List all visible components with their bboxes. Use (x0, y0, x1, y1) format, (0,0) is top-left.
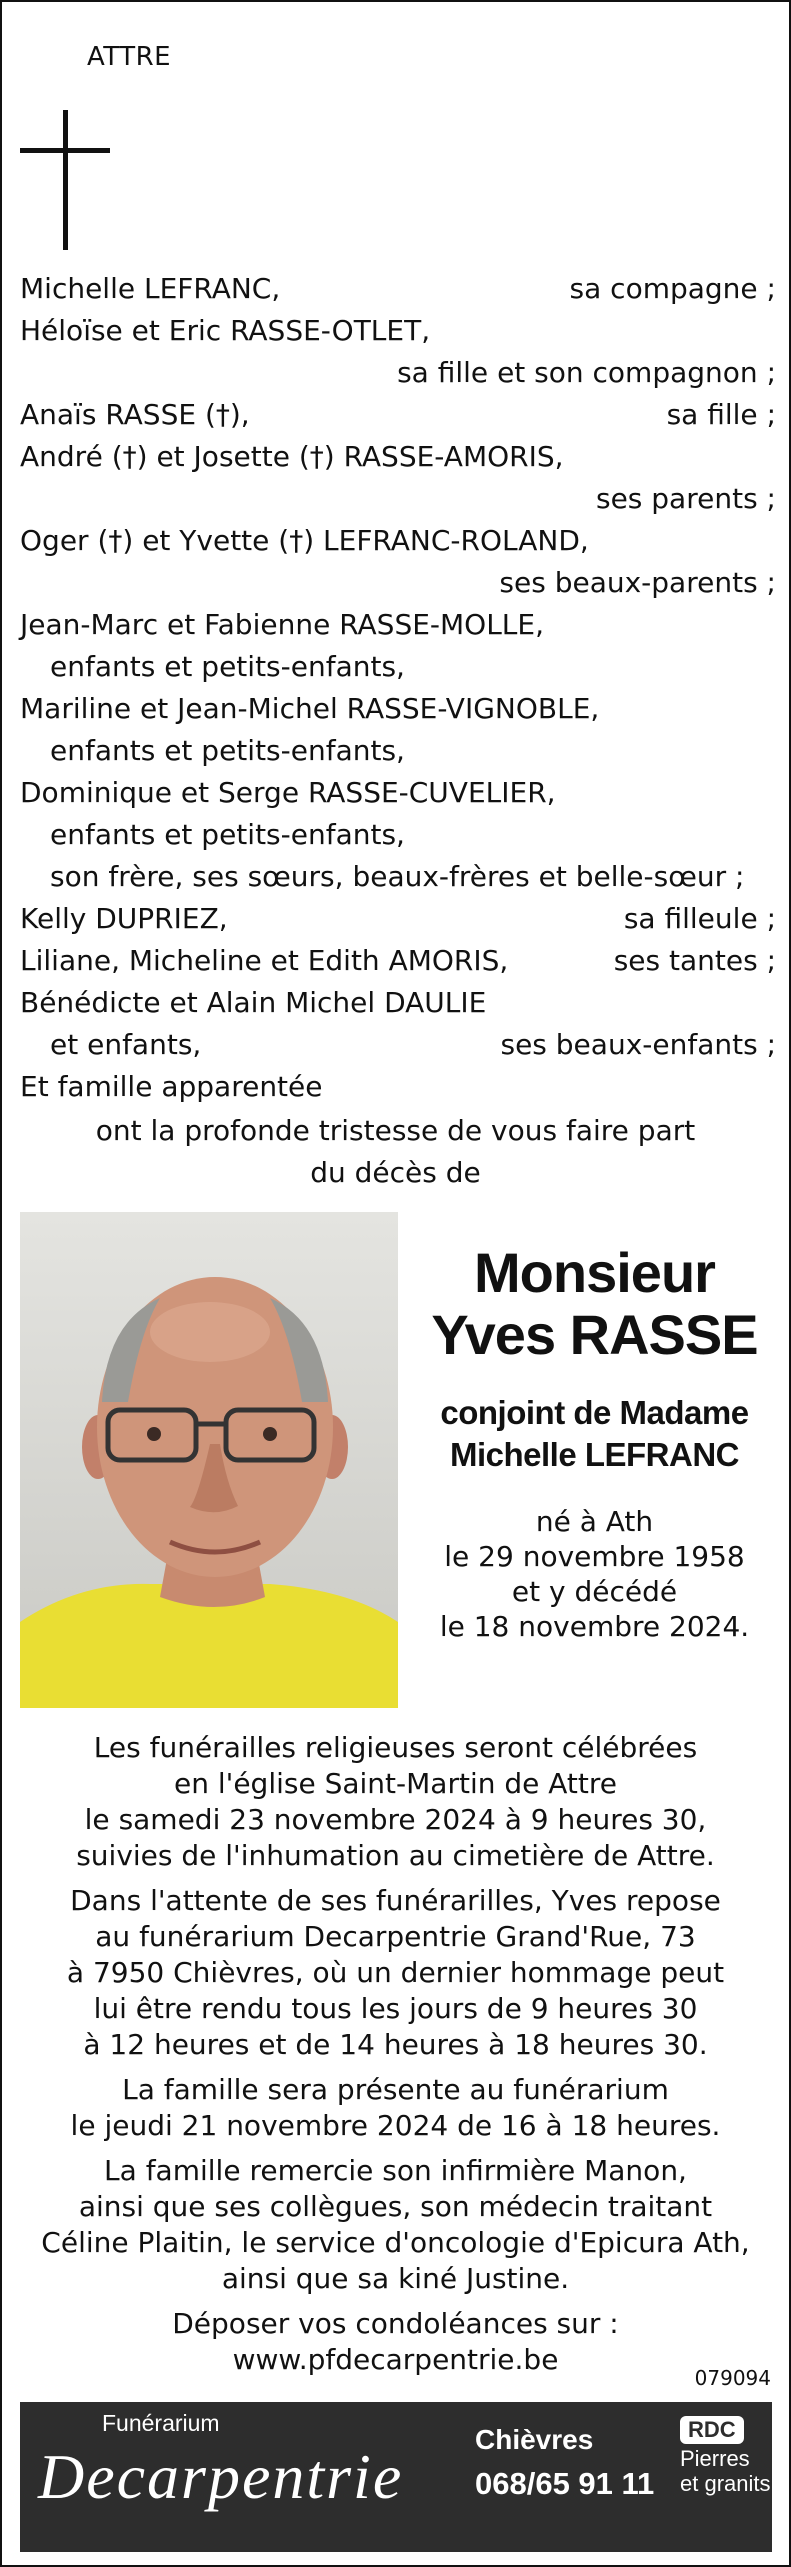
mourner-name: André (†) et Josette (†) RASSE-AMORIS, (20, 440, 564, 473)
mourner-row (20, 310, 776, 352)
funeral-home-banner (20, 2402, 772, 2552)
details-line: le jeudi 21 novembre 2024 de 16 à 18 heures. (70, 2109, 721, 2142)
mourner-relation: sa compagne ; (569, 272, 776, 305)
reference-number: 079094 (694, 2366, 771, 2390)
details-paragraph (2, 1883, 789, 2063)
rdc-logo: RDC (680, 2416, 744, 2444)
spouse-line: conjoint de Madame (440, 1394, 749, 1431)
mourner-relation: ses beaux-parents ; (499, 566, 776, 599)
mourner-name: Mariline et Jean-Michel RASSE-VIGNOBLE, (20, 692, 600, 725)
mourner-name: Bénédicte et Alain Michel DAULIE (20, 986, 487, 1019)
details-line: lui être rendu tous les jours de 9 heures 30 (93, 1992, 698, 2025)
mourner-row (20, 352, 776, 394)
mourner-relation: ses parents ; (595, 482, 776, 515)
details-line: ainsi que ses collègues, son médecin traitant (78, 2190, 713, 2223)
details-line: Les funérailles religieuses seront célébrées (93, 1731, 698, 1764)
spouse-info (412, 1392, 777, 1476)
birth-date: le 29 novembre 1958 (444, 1540, 745, 1573)
death-place: et y décédé (511, 1575, 678, 1608)
mourner-row (20, 940, 776, 982)
details-line: à 12 heures et de 14 heures à 18 heures 30. (83, 2028, 708, 2061)
mourner-relation: ses tantes ; (613, 944, 776, 977)
banner-title: Decarpentrie (38, 2441, 404, 2512)
mourner-name: et enfants, (50, 1028, 202, 1061)
details-line: La famille sera présente au funérarium (122, 2073, 669, 2106)
details-line: le samedi 23 novembre 2024 à 9 heures 30, (84, 1803, 707, 1836)
mourner-row (20, 604, 776, 646)
mourner-name: Michelle LEFRANC, (20, 272, 281, 305)
mourner-row (20, 268, 776, 310)
tagline-line: Pierres (680, 2446, 750, 2471)
details-line: Céline Plaitin, le service d'oncologie d'Epicura Ath, (41, 2226, 750, 2259)
tagline-line: et granits (680, 2471, 771, 2496)
mourner-row (20, 730, 776, 772)
mourner-row (20, 772, 776, 814)
mourner-relation: sa fille et son compagnon ; (397, 356, 776, 389)
banner-city: Chièvres (475, 2424, 594, 2455)
mourner-row (20, 394, 776, 436)
details-line: ainsi que sa kiné Justine. (221, 2262, 570, 2295)
mourner-row (20, 646, 776, 688)
mourner-row (20, 562, 776, 604)
details-line: en l'église Saint-Martin de Attre (173, 1767, 618, 1800)
mourner-name: Et famille apparentée (20, 1070, 323, 1103)
mourner-row (20, 898, 776, 940)
details-line: La famille remercie son infirmière Manon, (104, 2154, 687, 2187)
mourner-name: Oger (†) et Yvette (†) LEFRANC-ROLAND, (20, 524, 589, 557)
mourner-relation: sa filleule ; (623, 902, 776, 935)
mourner-name: Kelly DUPRIEZ, (20, 902, 228, 935)
birth-place: né à Ath (535, 1505, 654, 1538)
funeral-details (2, 1730, 789, 2387)
deceased-name: Yves RASSE (431, 1303, 758, 1366)
life-dates (412, 1504, 777, 1644)
details-paragraph (2, 2306, 789, 2378)
mourner-name: Jean-Marc et Fabienne RASSE-MOLLE, (20, 608, 545, 641)
details-paragraph (2, 2072, 789, 2144)
announcement-line: du décès de (310, 1156, 481, 1189)
mourner-row (20, 436, 776, 478)
mourner-row (20, 520, 776, 562)
mourner-name: Liliane, Micheline et Edith AMORIS, (20, 944, 509, 977)
mourner-relation: ses beaux-enfants ; (500, 1028, 776, 1061)
banner-tagline (680, 2446, 771, 2496)
mourner-row (20, 1066, 776, 1108)
mourners-list (20, 268, 776, 1108)
announcement-line: ont la profonde tristesse de vous faire part (95, 1114, 696, 1147)
details-line: www.pfdecarpentrie.be (232, 2343, 559, 2376)
mourner-name: Héloïse et Eric RASSE-OTLET, (20, 314, 431, 347)
mourner-row (20, 688, 776, 730)
banner-phone: 068/65 91 11 (475, 2466, 655, 2501)
place-name: ATTRE (87, 42, 172, 72)
mourner-name: Dominique et Serge RASSE-CUVELIER, (20, 776, 556, 809)
mourner-name: enfants et petits-enfants, (50, 734, 405, 767)
details-line: Dans l'attente de ses funérarilles, Yves repose (70, 1884, 721, 1917)
deceased-identity (412, 1242, 777, 1644)
details-line: suivies de l'inhumation au cimetière de Attre. (76, 1839, 715, 1872)
mourner-row (20, 982, 776, 1024)
details-line: Déposer vos condoléances sur : (172, 2307, 619, 2340)
mourner-name: enfants et petits-enfants, (50, 818, 405, 851)
details-line: au funérarium Decarpentrie Grand'Rue, 73 (95, 1920, 696, 1953)
announcement (2, 1110, 789, 1194)
details-paragraph (2, 1730, 789, 1874)
mourner-name: enfants et petits-enfants, (50, 650, 405, 683)
banner-subtitle: Funérarium (102, 2410, 220, 2436)
details-line: à 7950 Chièvres, où un dernier hommage peut (66, 1956, 725, 1989)
mourner-row (20, 1024, 776, 1066)
mourner-relation: sa fille ; (666, 398, 776, 431)
mourner-name: son frère, ses sœurs, beaux-frères et belle-sœur ; (50, 860, 745, 893)
mourner-row (20, 478, 776, 520)
death-date: le 18 novembre 2024. (439, 1610, 750, 1643)
mourner-name: Anaïs RASSE (†), (20, 398, 250, 431)
cross-icon (20, 110, 110, 250)
mourner-row (20, 814, 776, 856)
mourner-row (20, 856, 776, 898)
deceased-civility: Monsieur (474, 1241, 715, 1304)
details-paragraph (2, 2153, 789, 2297)
spouse-line: Michelle LEFRANC (449, 1436, 740, 1473)
deceased-photo (20, 1212, 398, 1708)
